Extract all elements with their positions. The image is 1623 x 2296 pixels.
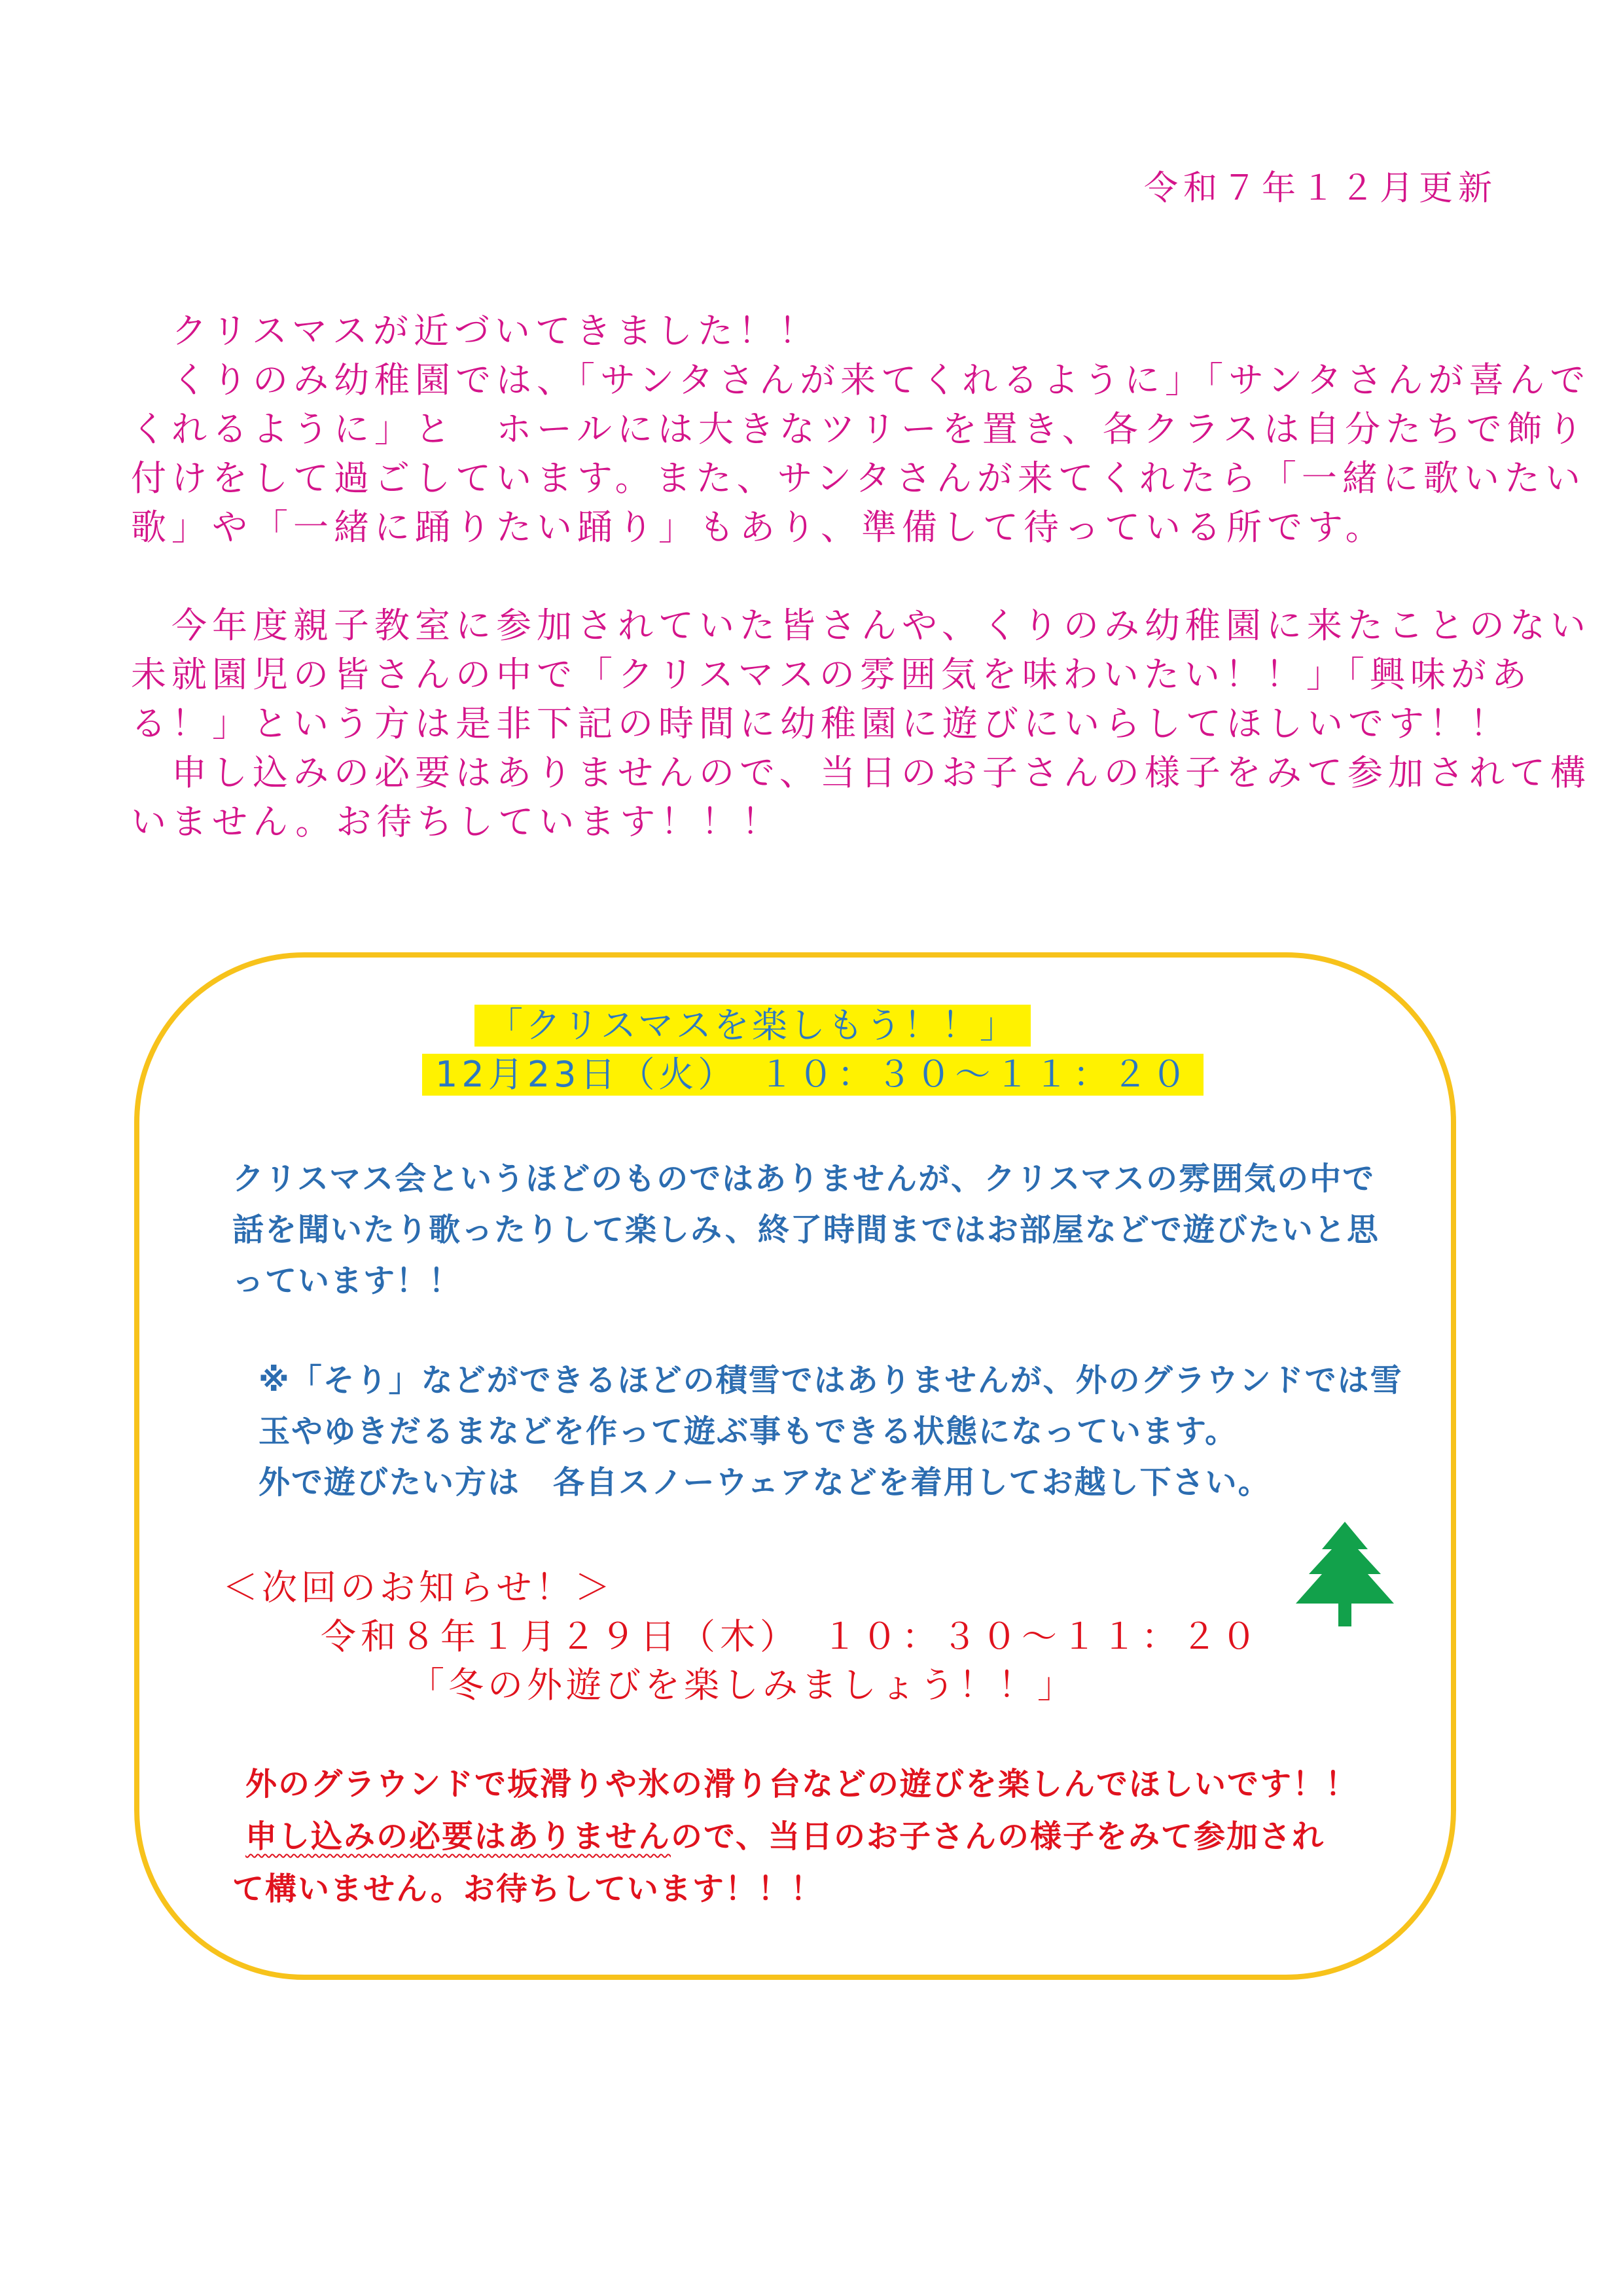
event-note bbox=[259, 1355, 1403, 1508]
intro-line: 付けをして過ごしています。また、サンタさんが来てくれたら「一緒に歌いたい bbox=[131, 457, 1586, 499]
intro-line: 申し込みの必要はありませんので、当日のお子さんの様子をみて参加されて構 bbox=[131, 752, 1591, 793]
event-title: 「クリスマスを楽しもう！！」 bbox=[474, 1005, 1031, 1047]
intro-line: 未就園児の皆さんの中で「クリスマスの雰囲気を味わいたい！！」「興味があ bbox=[131, 654, 1532, 695]
intro-line: 今年度親子教室に参加されていた皆さんや、くりのみ幼稚園に来たことのない bbox=[131, 605, 1591, 646]
intro-line: クリスマスが近づいてきました！！ bbox=[131, 310, 819, 351]
details-line: 外のグラウンドで坂滑りや氷の滑り台などの遊びを楽しんでほしいです！！ bbox=[245, 1766, 1359, 1803]
next-datetime: 令和８年１月２９日（木） １０：３０～１１：２０ bbox=[321, 1616, 1261, 1657]
intro-line: 歌」や「一緒に踊りたい踊り」もあり、準備して待っている所です。 bbox=[131, 507, 1386, 548]
paragraph-gap bbox=[131, 552, 1492, 601]
no-registration-note: 申し込みの必要はありません bbox=[245, 1818, 671, 1855]
update-date: 令和７年１２月更新 bbox=[1143, 169, 1497, 208]
event-datetime: 12月23日（火） １０：３０～１１：２０ bbox=[422, 1054, 1204, 1096]
description-line: クリスマス会というほどのものではありませんが、クリスマスの雰囲気の中で bbox=[232, 1160, 1376, 1197]
note-line: 玉やゆきだるまなどを作って遊ぶ事もできる状態になっています。 bbox=[259, 1413, 1238, 1450]
intro-line: いません。お待ちしています！！！ bbox=[131, 801, 783, 842]
intro-line: くれるように」と ホールには大きなツリーを置き、各クラスは自分たちで飾り bbox=[131, 408, 1588, 450]
details-line-rest: ので、当日のお子さんの様子をみて参加され bbox=[671, 1818, 1325, 1855]
event-description bbox=[232, 1153, 1380, 1306]
christmas-tree-icon bbox=[1293, 1522, 1397, 1626]
next-heading: ＜次回のお知らせ！＞ bbox=[223, 1567, 615, 1608]
description-line: っています！！ bbox=[232, 1263, 462, 1299]
next-title: 「冬の外遊びを楽しみましょう！！」 bbox=[409, 1664, 1077, 1706]
details-line: て構いません。お待ちしています！！！ bbox=[232, 1871, 823, 1907]
intro-text bbox=[131, 306, 1591, 846]
intro-line: くりのみ幼稚園では、「サンタさんが来てくれるように」「サンタさんが喜んで bbox=[131, 359, 1591, 401]
next-details bbox=[232, 1758, 1359, 1915]
intro-line: る！」という方は是非下記の時間に幼稚園に遊びにいらしてほしいです！！ bbox=[131, 703, 1510, 744]
details-line bbox=[245, 1810, 1358, 1863]
note-line: ※「そり」などができるほどの積雪ではありませんが、外のグラウンドでは雪 bbox=[259, 1362, 1403, 1399]
note-line: 外で遊びたい方は 各自スノーウェアなどを着用してお越し下さい。 bbox=[259, 1464, 1271, 1501]
description-line: 話を聞いたり歌ったりして楽しみ、終了時間まではお部屋などで遊びたいと思 bbox=[232, 1211, 1380, 1248]
